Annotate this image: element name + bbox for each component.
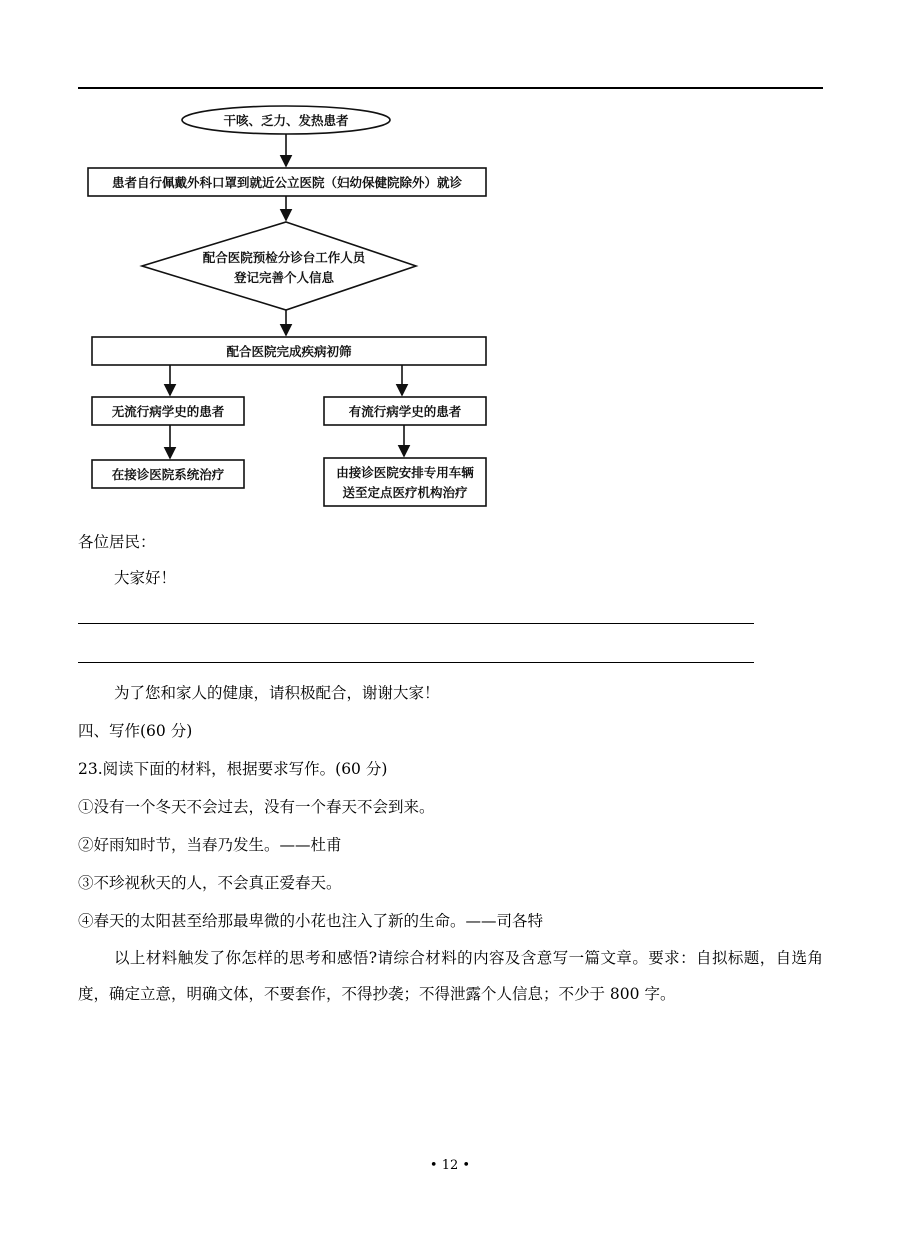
material-item: ①没有一个冬天不会过去，没有一个春天不会到来。	[78, 798, 435, 816]
question-text: 23.阅读下面的材料，根据要求写作。(60 分)	[78, 760, 388, 778]
notice-greeting: 大家好！	[114, 569, 177, 587]
writing-requirement: 以上材料触发了你怎样的思考和感悟?请综合材料的内容及含意写一篇文章。要求：自拟标题，自选角度，确定立意，明确文体，不要套作，不得抄袭；不得泄露个人信息；不少于 800 字。	[78, 949, 823, 1003]
answer-blank-line	[78, 662, 754, 663]
flow-decision-text-2: 登记完善个人信息	[233, 270, 335, 285]
flow-decision-diamond	[142, 222, 416, 310]
material-item: ②好雨知时节，当春乃发生。——杜甫	[78, 836, 342, 854]
flow-right-branch-text: 有流行病学史的患者	[348, 404, 462, 419]
notice-closing: 为了您和家人的健康，请积极配合，谢谢大家！	[114, 684, 440, 702]
flow-decision-text-1: 配合医院预检分诊台工作人员	[202, 250, 366, 265]
flow-right-result-text-1: 由接诊医院安排专用车辆	[336, 465, 474, 480]
flow-step1-text: 患者自行佩戴外科口罩到就近公立医院（妇幼保健院除外）就诊	[111, 175, 463, 190]
flow-left-branch-text: 无流行病学史的患者	[111, 404, 225, 419]
flow-step2-text: 配合医院完成疾病初筛	[226, 344, 352, 359]
material-item: ③不珍视秋天的人，不会真正爱春天。	[78, 874, 342, 892]
flow-start-text: 干咳、乏力、发热患者	[223, 113, 349, 128]
section-heading: 四、写作(60 分)	[78, 722, 193, 740]
page-number: • 12 •	[429, 1158, 471, 1173]
flow-left-result-text: 在接诊医院系统治疗	[111, 467, 225, 482]
material-item: ④春天的太阳甚至给那最卑微的小花也注入了新的生命。——司各特	[78, 912, 544, 930]
flowchart	[0, 0, 900, 520]
flow-right-result-text-2: 送至定点医疗机构治疗	[342, 485, 468, 500]
notice-salutation: 各位居民：	[78, 533, 156, 551]
answer-blank-line	[78, 623, 754, 624]
